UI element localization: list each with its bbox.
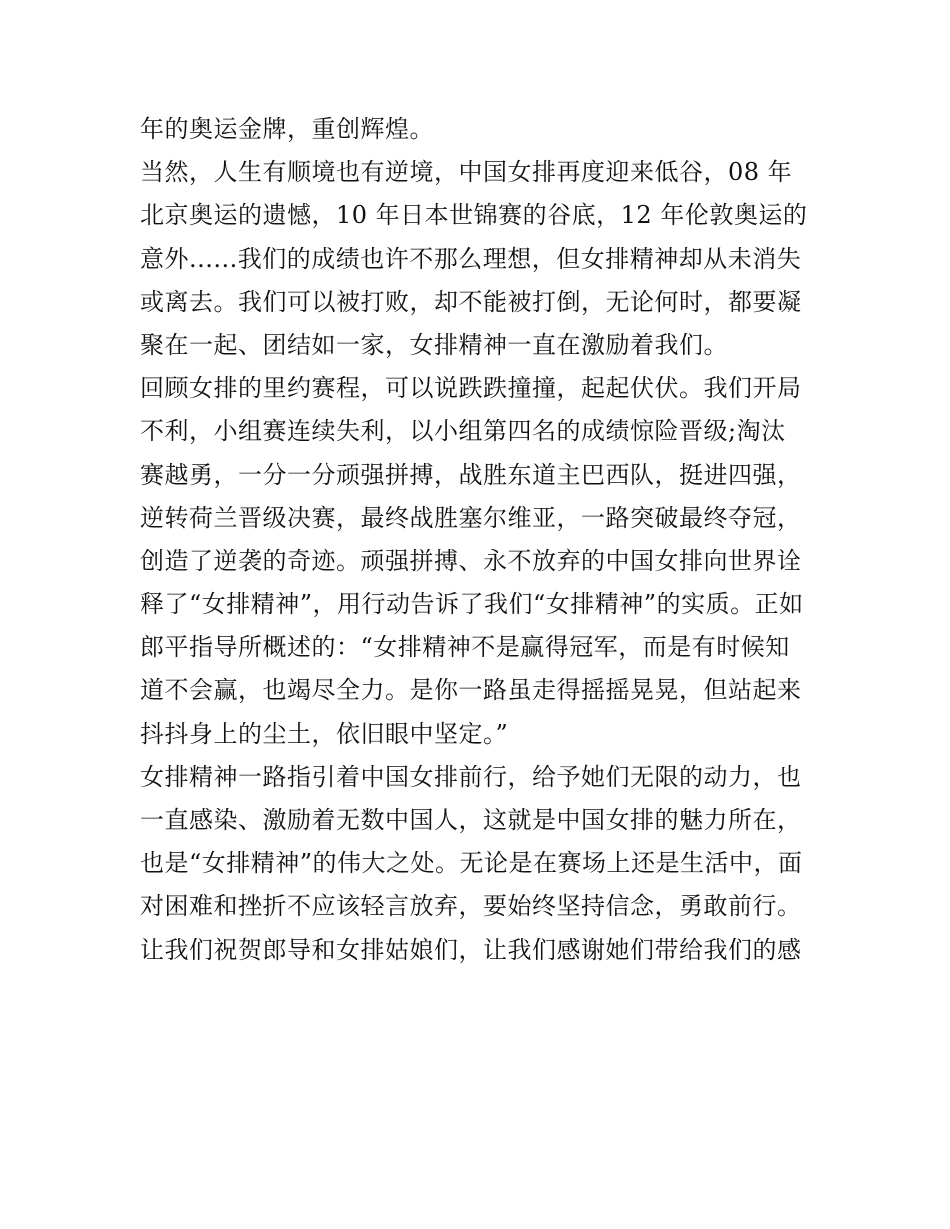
text-line-6: 聚在一起、团结如一家，女排精神一直在激励着我们。 [140,330,728,359]
text-line-11: 创造了逆袭的奇迹。顽强拼搏、永不放弃的中国女排向世界诠 [140,546,802,575]
text-line-2: 当然，人生有顺境也有逆境，中国女排再度迎来低谷，08 年 [140,158,793,187]
text-line-19: 对困难和挫折不应该轻言放弃，要始终坚持信念，勇敢前行。 [140,892,802,921]
text-line-1: 年的奥运金牌，重创辉煌。 [140,115,434,143]
text-line-7: 回顾女排的里约赛程，可以说跌跌撞撞，起起伏伏。我们开局 [140,374,802,403]
text-line-15: 抖抖身上的尘土，依旧眼中坚定。” [140,719,509,748]
text-line-3: 北京奥运的遗憾，10 年日本世锦赛的谷底，12 年伦敦奥运的 [140,201,808,230]
text-line-4: 意外......我们的成绩也许不那么理想，但女排精神却从未消失 [140,244,802,273]
text-line-17: 一直感染、激励着无数中国人，这就是中国女排的魅力所在， [140,806,802,834]
text-line-10: 逆转荷兰晋级决赛，最终战胜塞尔维亚，一路突破最终夺冠， [140,503,802,532]
body-text [140,108,830,972]
text-line-9: 赛越勇，一分一分顽强拼搏，战胜东道主巴西队，挺进四强， [140,460,802,489]
text-line-13: 郎平指导所概述的：“女排精神不是赢得冠军，而是有时候知 [140,633,790,662]
text-line-14: 道不会赢，也竭尽全力。是你一路虽走得摇摇晃晃，但站起来 [140,676,802,705]
text-line-16: 女排精神一路指引着中国女排前行，给予她们无限的动力，也 [140,762,802,791]
text-line-12: 释了“女排精神”，用行动告诉了我们“女排精神”的实质。正如 [140,590,804,619]
text-line-18: 也是“女排精神”的伟大之处。无论是在赛场上还是生活中，面 [140,849,803,878]
text-line-5: 或离去。我们可以被打败，却不能被打倒，无论何时，都要凝 [140,287,802,316]
text-line-8: 不利，小组赛连续失利，以小组第四名的成绩惊险晋级;淘汰 [140,417,786,446]
text-line-20: 让我们祝贺郎导和女排姑娘们，让我们感谢她们带给我们的感 [140,935,802,964]
